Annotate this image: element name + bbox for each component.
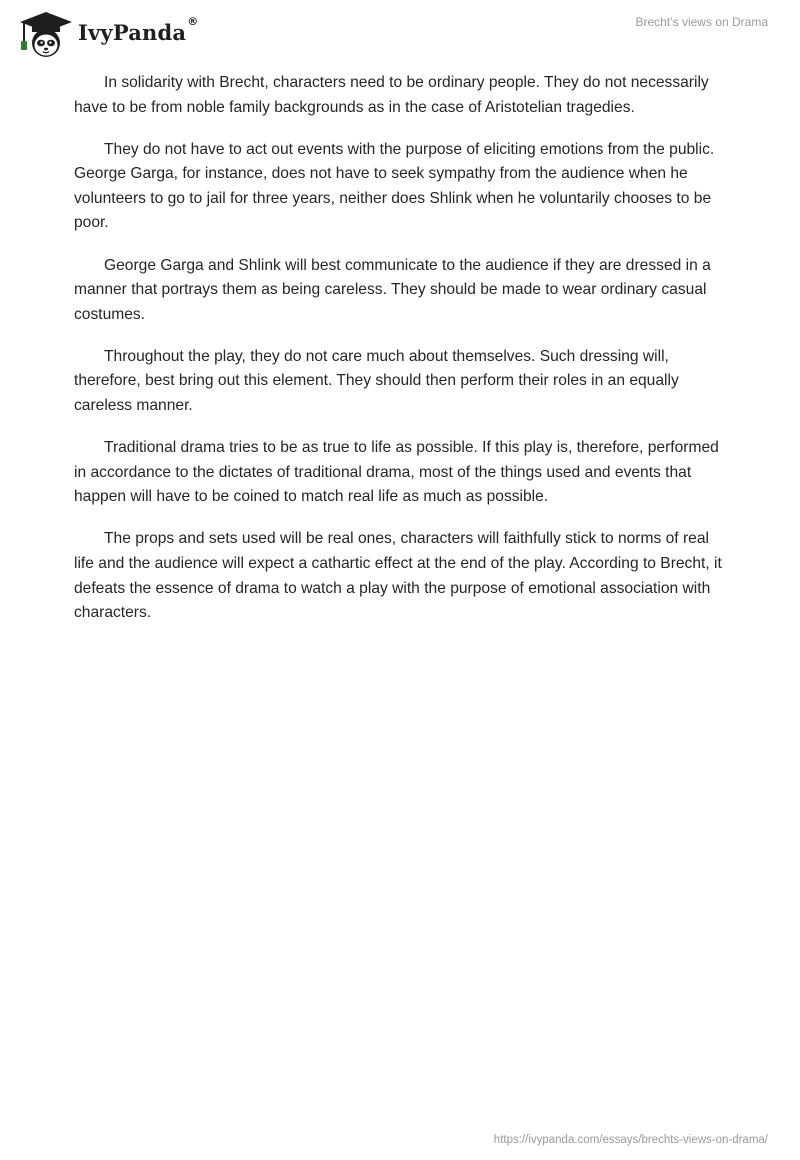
paragraph: Traditional drama tries to be as true to life as possible. If this play is, therefore, performed in accordance to the dictates of traditional drama, most of the things used and events that happen will have to be coined to match real life as much as possible. bbox=[74, 439, 719, 506]
registered-mark: ® bbox=[187, 14, 199, 28]
brand-name bbox=[78, 14, 199, 45]
brand-text: IvyPanda bbox=[78, 19, 187, 45]
paragraph: The props and sets used will be real ones, characters will faithfully stick to norms of real life and the audience will expect a cathartic effect at the end of the play. According to Brecht, it defeats the essence of drama to watch a play with the purpose of emotional association with characters. bbox=[74, 530, 722, 622]
paragraph: In solidarity with Brecht, characters need to be ordinary people. They do not necessarily have to be from noble family backgrounds as in the case of Aristotelian tragedies. bbox=[74, 74, 709, 116]
document-title: Brecht’s views on Drama bbox=[635, 15, 768, 29]
ivypanda-logo[interactable] bbox=[16, 8, 198, 58]
page-header bbox=[0, 0, 800, 62]
source-url-link[interactable]: https://ivypanda.com/essays/brechts-views-on-drama/ bbox=[493, 1134, 768, 1146]
paragraph: Throughout the play, they do not care much about themselves. Such dressing will, therefore, best bring out this element. They should then perform their roles in an equally careless manner. bbox=[74, 347, 679, 415]
panda-graduate-icon bbox=[16, 8, 74, 58]
paragraph: They do not have to act out events with the purpose of eliciting emotions from the public. George Garga, for instance, does not have to seek sympathy from the audience when he volunteers to go to jail for three years, neither does Shlink when he voluntarily chooses to be poor. bbox=[74, 140, 715, 232]
essay-body bbox=[74, 71, 724, 643]
paragraph: George Garga and Shlink will best communicate to the audience if they are dressed in a manner that portrays them as being careless. They should be made to wear ordinary casual costumes. bbox=[74, 256, 711, 323]
